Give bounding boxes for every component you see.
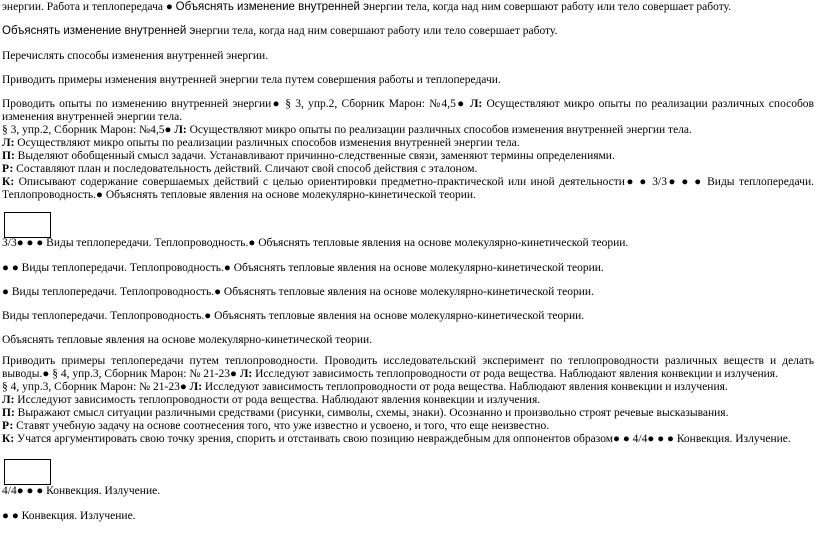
paragraph-heat-transfer-types-a: ● ● Виды теплопередачи. Теплопроводность.● Объяснять тепловые явления на основе молекулярно-кинетической теории.: [2, 262, 604, 274]
empty-box: [4, 459, 51, 485]
text-segment: энергии. Работа и теплопередача ●: [2, 1, 176, 13]
label-k: К:: [2, 433, 15, 445]
paragraph-section-4: [2, 381, 728, 394]
paragraph-give-examples: Приводить примеры изменения внутренней энергии тела путем совершения работы и теплопередачи.: [2, 74, 501, 86]
label-p: П:: [2, 407, 15, 419]
text-segment: Ставят учебную задачу на основе соотнесения того, что уже известно и усвоено, и того, что еще неизвестно.: [13, 420, 550, 432]
paragraph-conduct-experiments: [2, 98, 814, 124]
paragraph-personal: [2, 137, 520, 150]
text-segment: Составляют план и последовательность действий. Сличают свой способ действия с эталоном.: [13, 163, 478, 175]
label-r: Р:: [2, 420, 14, 432]
paragraph-explain-internal-energy: [2, 25, 557, 38]
paragraph-cognitive-2: [2, 407, 728, 420]
text-segment-sans: Объяснять изменение внутренней э: [175, 1, 369, 13]
text-segment: § 3, упр.2, Сборник Марон: №4,5●: [2, 124, 175, 136]
text-segment: Исследуют зависимость теплопроводности от рода вещества. Наблюдают явления конвекции и излучения.: [252, 368, 778, 380]
text-segment: Выделяют обобщенный смысл задачи. Устанавливают причинно-следственные связи, заменяют термины определениями.: [14, 150, 615, 162]
label-l: Л:: [469, 98, 483, 110]
paragraph-heat-transfer-types-c: Виды теплопередачи. Теплопроводность.● Объяснять тепловые явления на основе молекулярно-кинетической теории.: [2, 310, 585, 322]
paragraph-work-heat-transfer: [2, 1, 731, 14]
label-r: Р:: [2, 163, 14, 175]
paragraph-personal-2: [2, 394, 540, 407]
label-l: Л:: [2, 394, 15, 406]
paragraph-regulative-2: [2, 420, 549, 433]
label-l: Л:: [189, 381, 203, 393]
label-p: П:: [2, 150, 15, 162]
text-segment: Проводить опыты по изменению внутренней энергии● § 3, упр.2, Сборник Марон: №4,5●: [2, 98, 470, 110]
text-segment: Исследуют зависимость теплопроводности от рода вещества. Наблюдают явления конвекции и излучения.: [202, 381, 728, 393]
paragraph-thermal-conductivity-examples: [2, 355, 814, 381]
paragraph-regulative: [2, 163, 477, 176]
label-k: К:: [2, 176, 15, 188]
label-l: Л:: [2, 137, 15, 149]
label-l: Л:: [239, 368, 253, 380]
paragraph-heat-transfer-types-b: ● Виды теплопередачи. Теплопроводность.● Объяснять тепловые явления на основе молекулярно-кинетической теории.: [2, 286, 594, 298]
text-segment: Осуществляют микро опыты по реализации различных способов изменения внутренней энергии тела.: [14, 137, 520, 149]
text-segment: Исследуют зависимость теплопроводности от рода вещества. Наблюдают явления конвекции и излучения.: [14, 394, 541, 406]
paragraph-convection-4-4: 4/4● ● ● Конвекция. Излучение.: [2, 485, 161, 497]
paragraph-communicative: [2, 176, 814, 202]
text-segment: Учатся аргументировать свою точку зрения, спорить и отстаивать свою позицию невраждебным для оппонентов образом● ● 4/4● ● ● Конвекция. Излучение.: [14, 433, 791, 445]
empty-box: [4, 212, 51, 238]
paragraph-section-3: [2, 124, 692, 137]
text-segment: Выражают смысл ситуации различными средствами (рисунки, символы, схемы, знаки). Осознанно и произвольно строят речевые высказывания.: [14, 407, 729, 419]
paragraph-communicative-2: [2, 433, 791, 446]
text-segment-sans: Объяснять изменение внутренней э: [2, 25, 196, 37]
text-segment: Приводить примеры теплопередачи путем теплопроводности. Проводить исследовательский эксперимент по теплопроводности различных веществ и делать выводы.● § 4, упр.3, Сборник Марон: № 21-23●: [2, 355, 814, 380]
paragraph-cognitive: [2, 150, 615, 163]
paragraph-heat-transfer-3-3: 3/3● ● ● Виды теплопередачи. Теплопроводность.● Объяснять тепловые явления на основе молекулярно-кинетической теории.: [2, 237, 629, 249]
paragraph-explain-thermal-phenomena: Объяснять тепловые явления на основе молекулярно-кинетической теории.: [2, 334, 373, 346]
text-segment: § 4, упр.3, Сборник Марон: № 21-23●: [2, 381, 190, 393]
text-segment: Осуществляют микро опыты по реализации различных способов изменения внутренней энергии тела.: [186, 124, 692, 136]
text-segment: нергии тела, когда над ним совершают работу или тело совершает работу.: [195, 25, 558, 37]
label-l: Л:: [174, 124, 187, 136]
paragraph-list-methods: Перечислять способы изменения внутренней энергии.: [2, 50, 269, 62]
paragraph-convection: ● ● Конвекция. Излучение.: [2, 510, 136, 522]
text-segment: нергии тела, когда над ним совершают работу или тело совершает работу.: [368, 1, 732, 13]
text-segment: Описывают содержание совершаемых действий с целью ориентировки предметно-практической или иной деятельности● ● 3/3● ● ● Виды теплопередачи. Теплопроводность.● Объяснять тепловые явления на основе молекулярно-кинетической теории.: [2, 176, 814, 201]
text-segment: Осуществляют микро опыты по реализации различных способов изменения внутренней энергии тела.: [2, 98, 814, 123]
